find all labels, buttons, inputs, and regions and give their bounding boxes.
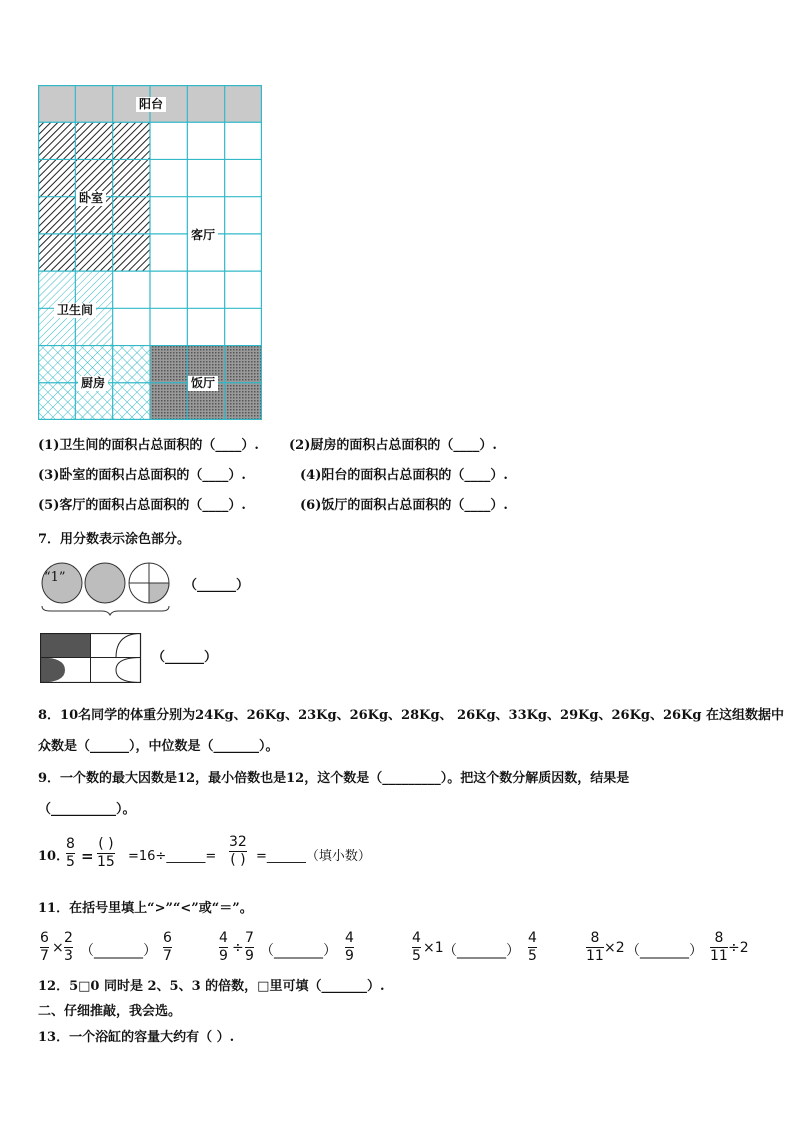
q12-text: 12．5□0 同时是 2、5、3 的倍数，□里可填（_______）. [38,979,385,994]
q11-item3-fraction-c [528,930,537,965]
fraction-numerator: 7 [245,930,254,946]
q6-part4: (4)阳台的面积占总面积的（____）. [300,468,508,483]
living-room-label: 客厅 [188,228,218,243]
q11-item3-blank: （_______） [443,943,520,959]
floor-plan-figure [38,85,262,420]
kitchen-label: 厨房 [78,376,108,391]
fraction-denominator: 3 [64,948,73,964]
fraction-denominator: 11 [586,948,604,964]
q13-text: 13．一个浴缸的容量大约有（ ）. [38,1030,235,1045]
q11-item1-fraction-b [64,930,73,965]
q11-item2-operator: ÷ [232,940,244,956]
dining-room-label: 饭厅 [188,376,218,391]
fraction-denominator: 7 [40,948,49,964]
fraction-denominator: 5 [412,948,421,964]
q10-division-blank: =16÷______= [128,849,217,864]
q11-item2-fraction-a [219,930,228,965]
q7-title: 7．用分数表示涂色部分。 [38,532,191,547]
bathroom-label: 卫生间 [54,303,96,318]
fraction-numerator: 32 [229,834,247,850]
q7-whole-label: “1” [44,570,66,585]
q6-part3: (3)卧室的面积占总面积的（____）. [38,468,246,483]
q10-decimal-blank: =______（填小数） [256,849,371,864]
fraction-denominator: 5 [528,948,537,964]
q8-line2: 众数是（______），中位数是（_______）。 [38,739,279,754]
balcony-label: 阳台 [136,97,166,112]
bedroom-label: 卧室 [76,191,106,206]
fraction-denominator: 7 [163,948,172,964]
q7-blank-2: （______） [152,650,218,665]
q11-item4-operator: ×2 [604,940,625,956]
fraction-denominator: 5 [66,854,75,870]
q11-item2-fraction-c [345,930,354,965]
q9-line1: 9．一个数的最大因数是12，最小倍数也是12，这个数是（_________）。把这个数分解质因数，结果是 [38,771,630,786]
fraction-denominator: 15 [97,854,115,870]
fraction-numerator: ( ) [98,836,114,852]
q7-rectangle-figure [40,633,142,683]
fraction-denominator: 11 [710,948,728,964]
q11-item1-blank: （_______） [80,943,157,959]
floor-plan-grid [38,85,262,420]
q11-item2-fraction-b [245,930,254,965]
fraction-denominator: ( ) [230,852,246,868]
q6-part2: (2)厨房的面积占总面积的（____）. [289,438,497,453]
q7-circles-figure [38,560,174,616]
q11-item4-blank: （_______） [626,943,703,959]
q11-item1-fraction-c [163,930,172,965]
fraction-numerator: 4 [219,930,228,946]
q10-fraction-1 [66,836,75,871]
fraction-numerator: 4 [528,930,537,946]
q10-equals-1: = [81,847,94,865]
q11-item1-operator: × [52,940,64,956]
fraction-numerator: 2 [64,930,73,946]
q11-item4-fraction-c [710,930,728,965]
fraction-numerator: 8 [714,930,724,946]
q7-blank-1: （______） [184,578,250,593]
q6-part1: (1)卫生间的面积占总面积的（____）. [38,438,259,453]
q11-item2-blank: （_______） [260,943,337,959]
fraction-denominator: 9 [245,948,254,964]
q10-fraction-3 [229,834,247,869]
q8-line1: 8．10名同学的体重分别为24Kg、26Kg、23Kg、26Kg、28Kg、 26Kg、33Kg、29Kg、26Kg、26Kg 在这组数据中 [38,708,784,723]
fraction-numerator: 6 [40,930,49,946]
q11-item3-fraction-a [412,930,421,965]
fraction-denominator: 9 [345,948,354,964]
fraction-numerator: 4 [412,930,421,946]
section-2-heading: 二、仔细推敲，我会选。 [38,1004,182,1019]
q6-part5: (5)客厅的面积占总面积的（____）. [38,498,246,513]
q11-item4-fraction-a [586,930,604,965]
q11-item1-fraction-a [40,930,49,965]
fraction-numerator: 8 [66,836,75,852]
q9-line2: （__________）。 [38,802,136,817]
q11-item3-operator: ×1 [423,940,444,956]
q11-title: 11．在括号里填上“>”“<”或“＝”。 [38,901,253,916]
q6-part6: (6)饭厅的面积占总面积的（____）. [300,498,508,513]
fraction-denominator: 9 [219,948,228,964]
q11-item4-tail: ÷2 [728,940,749,956]
q10-number: 10． [38,849,70,864]
fraction-numerator: 8 [590,930,600,946]
q10-fraction-2 [97,836,115,871]
fraction-numerator: 4 [345,930,354,946]
fraction-numerator: 6 [163,930,172,946]
